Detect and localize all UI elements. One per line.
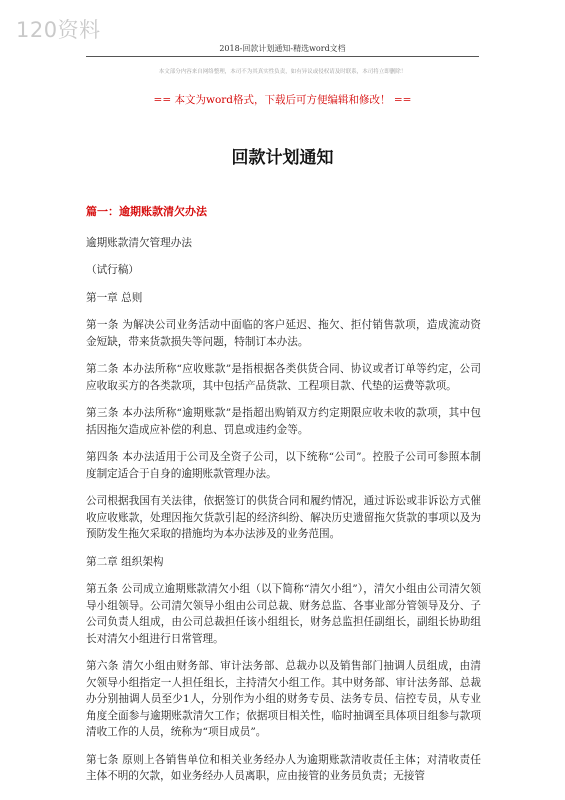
watermark-logo: 120资料	[16, 18, 101, 42]
document-body	[86, 204, 481, 796]
page-header: 2018-回款计划通知-精选word文档	[219, 44, 346, 53]
paragraph: 第六条 清欠小组由财务部、审计法务部、总裁办以及销售部门抽调人员组成，由清欠领导小组指定一人担任组长，主持清欠小组工作。其中财务部、审计法务部、总裁办分别抽调人员至少1人，分别作为小组的财务专员、法务专员、信控专员，从专业角度全面参与逾期账款清欠工作；依据项目相关性，临时抽调至具体项目组参与款项清收工作的人员，统称为“项目成员”。	[86, 660, 481, 738]
paragraph: 第五条 公司成立逾期账款清欠小组（以下简称“清欠小组”），清欠小组由公司清欠领导小组领导。公司清欠领导小组由公司总裁、财务总监、各事业部分管领导及分、子公司负责人组成，由公司总裁担任该小组组长，财务总监担任副组长，副组长协助组长对清欠小组进行日常管理。	[86, 583, 481, 645]
paragraph: 第三条 本办法所称“逾期账款”是指超出购销双方约定期限应收未收的款项，其中包括因拖欠造成应补偿的利息、罚息或违约金等。	[86, 407, 481, 436]
paragraph: 第四条 本办法适用于公司及全资子公司，以下统称“公司”。控股子公司可参照本制度制定适合于自身的逾期账款管理办法。	[86, 451, 481, 480]
paragraph: （试行稿）	[86, 264, 139, 276]
header-divider	[86, 56, 479, 57]
section-heading: 篇一：逾期账款清欠办法	[86, 205, 207, 218]
paragraph: 公司根据我国有关法律，依据签订的供货合同和履约情况，通过诉讼或非诉讼方式催收应收账款，处理因拖欠货款引起的经济纠纷、解决历史遗留拖欠货款的事项以及为预防发生拖欠采取的措施均为本办法涉及的业务范围。	[86, 495, 481, 540]
chapter-heading: 第一章 总则	[86, 291, 143, 304]
paragraph: 第二条 本办法所称“应收账款”是指根据各类供货合同、协议或者订单等约定，公司应收取买方的各类款项，其中包括产品货款、工程项目款、代垫的运费等款项。	[86, 363, 481, 392]
paragraph: 逾期账款清欠管理办法	[86, 236, 192, 249]
disclaimer-text: 本文部分内容来自网络整理，本司不为其真实性负责，如有异议或侵权请及时联系，本司将立即删除！	[158, 69, 407, 75]
format-notice: == 本文为word格式，下载后可方便编辑和修改！ ==	[153, 94, 412, 106]
paragraph: 第七条 原则上各销售单位和相关业务经办人为逾期账款清收责任主体；对清收责任主体不明的欠款，如业务经办人员离职，应由接管的业务员负责；无接管	[86, 753, 481, 782]
document-title: 回款计划通知	[231, 148, 334, 168]
chapter-heading: 第二章 组织架构	[86, 555, 164, 568]
paragraph: 第一条 为解决公司业务活动中面临的客户延迟、拖欠、拒付销售款项，造成流动资金短缺，带来货款损失等问题，特制订本办法。	[86, 319, 481, 348]
